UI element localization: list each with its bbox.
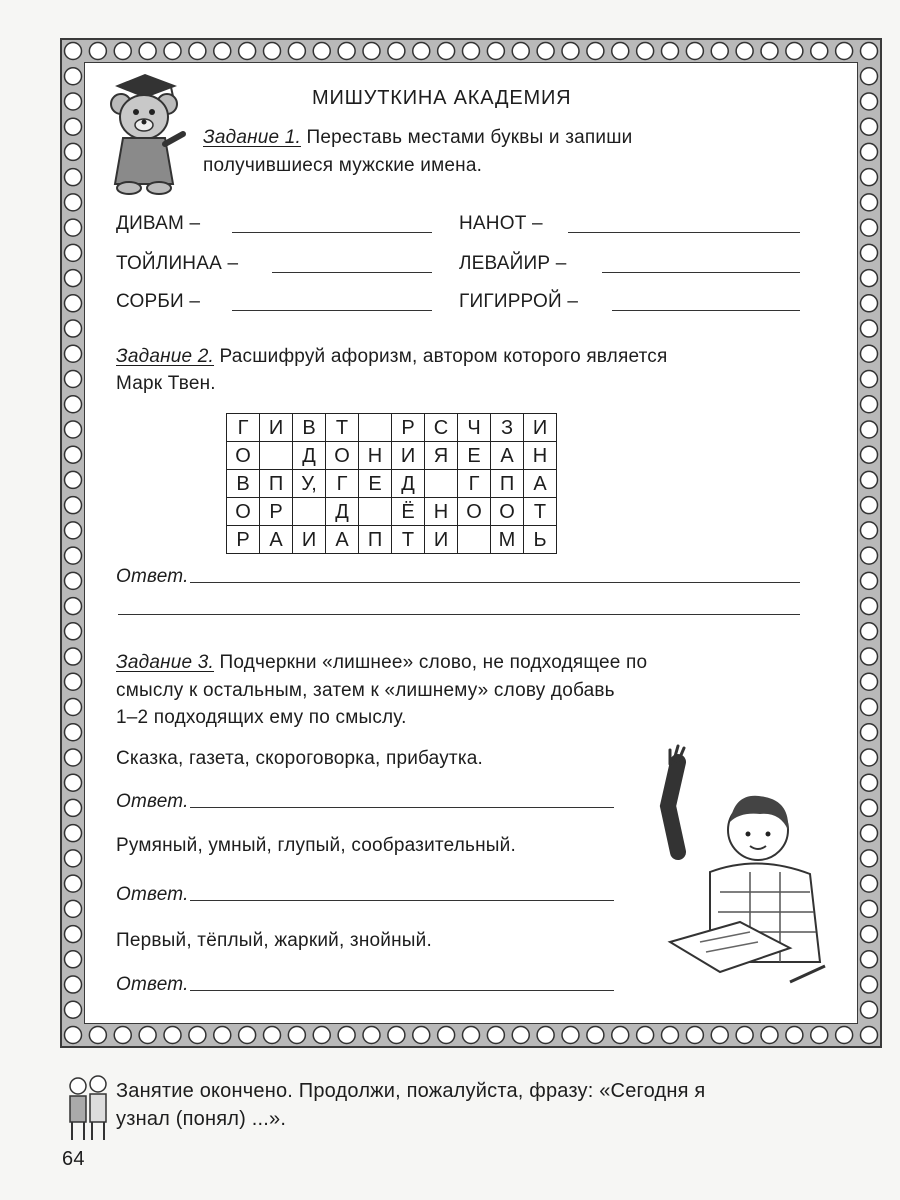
task3-heading: Задание 3. (116, 652, 215, 673)
frame-circle (811, 1027, 828, 1044)
frame-circle (164, 1027, 181, 1044)
frame-circle (214, 43, 231, 60)
task2-text-2: Марк Твен. (116, 373, 216, 394)
frame-circle (861, 471, 878, 488)
frame-circle (861, 724, 878, 741)
task1-text-1: Переставь местами буквы и запиши (306, 127, 633, 148)
frame-circle (836, 43, 853, 60)
frame-circle (438, 43, 455, 60)
frame-circle (861, 749, 878, 766)
grid-cell: И (524, 414, 557, 442)
grid-cell: Е (458, 442, 491, 470)
frame-circle (861, 522, 878, 539)
grid-cell: П (260, 470, 293, 498)
frame-circle (861, 396, 878, 413)
frame-circle (264, 43, 281, 60)
grid-cell (458, 526, 491, 554)
frame-circle (463, 43, 480, 60)
frame-circle (861, 825, 878, 842)
task3-answer-label-1: Ответ. (116, 791, 189, 812)
frame-circle (861, 900, 878, 917)
grid-row (227, 526, 557, 554)
grid-cell: Т (392, 526, 425, 554)
grid-cell (260, 442, 293, 470)
frame-circle (89, 43, 106, 60)
frame-circle (313, 43, 330, 60)
answer-line-toylinaa[interactable] (272, 272, 432, 273)
word-divam: ДИВАМ – (116, 213, 201, 234)
frame-circle (65, 421, 82, 438)
grid-cell: Р (227, 526, 260, 554)
task3-answer-line-2[interactable] (190, 900, 614, 901)
grid-cell: Т (524, 498, 557, 526)
answer-line-gigirroy[interactable] (612, 310, 800, 311)
frame-circle (338, 43, 355, 60)
frame-circle (487, 43, 504, 60)
grid-cell: Р (260, 498, 293, 526)
grid-cell: П (359, 526, 392, 554)
frame-circle (65, 825, 82, 842)
frame-circle (537, 43, 554, 60)
frame-circle (861, 219, 878, 236)
grid-cell: Р (392, 414, 425, 442)
task2-instruction (116, 346, 667, 368)
grid-row (227, 414, 557, 442)
bear-mascot-icon (95, 72, 195, 197)
frame-circle (214, 1027, 231, 1044)
grid-cell: О (326, 442, 359, 470)
frame-circle (65, 951, 82, 968)
frame-circle (861, 270, 878, 287)
answer-line-sorbi[interactable] (232, 310, 432, 311)
word-toylinaa: ТОЙЛИНАА – (116, 253, 239, 274)
grid-cell: Т (326, 414, 359, 442)
frame-circle (861, 371, 878, 388)
frame-circle (512, 43, 529, 60)
task2-heading: Задание 2. (116, 346, 215, 367)
frame-circle (686, 43, 703, 60)
frame-circle (388, 43, 405, 60)
page-number: 64 (62, 1148, 85, 1170)
frame-circle (65, 396, 82, 413)
frame-circle (65, 850, 82, 867)
grid-cell: В (227, 470, 260, 498)
frame-circle (313, 1027, 330, 1044)
grid-cell: О (458, 498, 491, 526)
grid-cell: О (491, 498, 524, 526)
frame-circle (65, 345, 82, 362)
grid-cell: Ё (392, 498, 425, 526)
footer-text-1: Занятие окончено. Продолжи, пожалуйста, фразу: «Сегодня я (116, 1080, 706, 1102)
answer-line-levayir[interactable] (602, 272, 800, 273)
task3-row-1: Сказка, газета, скороговорка, прибаутка. (116, 748, 484, 769)
grid-cell: А (326, 526, 359, 554)
frame-circle (65, 68, 82, 85)
frame-circle (861, 345, 878, 362)
task3-answer-line-3[interactable] (190, 990, 614, 991)
frame-circle (65, 749, 82, 766)
frame-circle (65, 572, 82, 589)
frame-circle (711, 43, 728, 60)
frame-circle (861, 43, 878, 60)
frame-circle (363, 1027, 380, 1044)
grid-row (227, 442, 557, 470)
grid-cell: У, (293, 470, 326, 498)
frame-circle (662, 1027, 679, 1044)
children-figures-icon (60, 1072, 116, 1144)
frame-circle (861, 1027, 878, 1044)
task3-instruction (116, 652, 647, 674)
frame-circle (861, 799, 878, 816)
task1-text-2: получившиеся мужские имена. (203, 155, 483, 176)
frame-circle (65, 699, 82, 716)
frame-circle (811, 43, 828, 60)
frame-circle (65, 547, 82, 564)
frame-circle (89, 1027, 106, 1044)
cipher-grid (226, 413, 557, 554)
grid-cell (359, 498, 392, 526)
frame-circle (65, 875, 82, 892)
frame-circle (861, 572, 878, 589)
grid-row (227, 470, 557, 498)
grid-cell: Ь (524, 526, 557, 554)
frame-circle (487, 1027, 504, 1044)
frame-circle (65, 270, 82, 287)
frame-circle (861, 497, 878, 514)
frame-circle (736, 43, 753, 60)
frame-circle (65, 648, 82, 665)
grid-cell: С (425, 414, 458, 442)
frame-circle (662, 43, 679, 60)
frame-circle (65, 673, 82, 690)
frame-circle (288, 43, 305, 60)
frame-circle (65, 194, 82, 211)
task3-answer-label-2: Ответ. (116, 884, 189, 905)
grid-cell: Н (524, 442, 557, 470)
grid-cell: И (260, 414, 293, 442)
frame-circle (139, 43, 156, 60)
frame-circle (65, 522, 82, 539)
frame-circle (65, 169, 82, 186)
grid-cell: О (227, 498, 260, 526)
frame-circle (786, 1027, 803, 1044)
task1-heading: Задание 1. (203, 127, 302, 148)
frame-circle (612, 1027, 629, 1044)
frame-circle (861, 976, 878, 993)
frame-circle (65, 320, 82, 337)
frame-circle (612, 43, 629, 60)
frame-circle (861, 118, 878, 135)
grid-cell: П (491, 470, 524, 498)
task2-answer-label: Ответ. (116, 566, 189, 587)
frame-circle (736, 1027, 753, 1044)
frame-circle (65, 799, 82, 816)
frame-circle (637, 43, 654, 60)
frame-circle (65, 497, 82, 514)
frame-circle (861, 926, 878, 943)
frame-circle (338, 1027, 355, 1044)
task3-text-1: Подчеркни «лишнее» слово, не подходящее по (219, 652, 648, 673)
grid-cell: А (524, 470, 557, 498)
frame-circle (264, 1027, 281, 1044)
grid-cell: Н (359, 442, 392, 470)
frame-circle (65, 724, 82, 741)
frame-circle (65, 295, 82, 312)
grid-cell: Ч (458, 414, 491, 442)
task2-answer-line-1[interactable] (190, 582, 800, 583)
grid-cell: Я (425, 442, 458, 470)
frame-circle (65, 244, 82, 261)
frame-circle (164, 43, 181, 60)
frame-circle (861, 547, 878, 564)
frame-circle (65, 371, 82, 388)
frame-circle (861, 648, 878, 665)
frame-circle (65, 43, 82, 60)
footer-text-2: узнал (понял) ...». (116, 1108, 287, 1130)
boy-reading-icon (640, 742, 840, 1000)
frame-circle (861, 244, 878, 261)
frame-circle (562, 43, 579, 60)
frame-circle (861, 320, 878, 337)
frame-circle (65, 143, 82, 160)
frame-circle (65, 623, 82, 640)
frame-circle (711, 1027, 728, 1044)
frame-circle (114, 43, 131, 60)
task3-row-3: Первый, тёплый, жаркий, знойный. (116, 930, 432, 951)
frame-circle (363, 43, 380, 60)
frame-circle (836, 1027, 853, 1044)
frame-circle (861, 774, 878, 791)
grid-cell: М (491, 526, 524, 554)
task2-text-1: Расшифруй афоризм, автором которого является (219, 346, 668, 367)
frame-circle (413, 1027, 430, 1044)
frame-circle (65, 926, 82, 943)
grid-cell: Д (326, 498, 359, 526)
grid-cell: Г (326, 470, 359, 498)
frame-circle (65, 446, 82, 463)
frame-circle (587, 43, 604, 60)
task3-answer-label-3: Ответ. (116, 974, 189, 995)
grid-cell: А (491, 442, 524, 470)
grid-cell: И (425, 526, 458, 554)
frame-circle (413, 43, 430, 60)
grid-cell: И (293, 526, 326, 554)
word-sorbi: СОРБИ – (116, 291, 201, 312)
task3-row-2: Румяный, умный, глупый, сообразительный. (116, 835, 516, 856)
frame-circle (65, 1027, 82, 1044)
frame-circle (686, 1027, 703, 1044)
frame-circle (288, 1027, 305, 1044)
frame-circle (65, 900, 82, 917)
frame-circle (65, 93, 82, 110)
frame-circle (65, 118, 82, 135)
frame-circle (587, 1027, 604, 1044)
grid-cell (293, 498, 326, 526)
frame-circle (388, 1027, 405, 1044)
grid-cell (359, 414, 392, 442)
word-gigirroy: ГИГИРРОЙ – (459, 291, 579, 312)
grid-cell: Н (425, 498, 458, 526)
grid-cell: Г (227, 414, 260, 442)
frame-circle (761, 1027, 778, 1044)
frame-circle (189, 1027, 206, 1044)
grid-cell: И (392, 442, 425, 470)
grid-cell: З (491, 414, 524, 442)
frame-circle (861, 194, 878, 211)
frame-circle (189, 43, 206, 60)
frame-circle (861, 295, 878, 312)
frame-circle (65, 976, 82, 993)
grid-cell: Е (359, 470, 392, 498)
frame-circle (861, 93, 878, 110)
frame-circle (861, 68, 878, 85)
frame-circle (861, 446, 878, 463)
frame-circle (861, 598, 878, 615)
grid-cell: Г (458, 470, 491, 498)
word-nanot: НАНОТ – (459, 213, 543, 234)
frame-circle (65, 1001, 82, 1018)
frame-circle (537, 1027, 554, 1044)
frame-circle (239, 43, 256, 60)
frame-circle (861, 850, 878, 867)
grid-cell: Д (293, 442, 326, 470)
task1-instruction (203, 127, 632, 149)
frame-circle (562, 1027, 579, 1044)
task3-answer-line-1[interactable] (190, 807, 614, 808)
page-title: МИШУТКИНА АКАДЕМИЯ (312, 87, 572, 109)
frame-circle (65, 774, 82, 791)
grid-row (227, 498, 557, 526)
word-levayir: ЛЕВАЙИР – (459, 253, 567, 274)
task2-answer-line-2[interactable] (118, 614, 800, 615)
frame-circle (512, 1027, 529, 1044)
grid-cell (425, 470, 458, 498)
frame-circle (861, 143, 878, 160)
frame-circle (861, 169, 878, 186)
answer-line-divam[interactable] (232, 232, 432, 233)
frame-circle (65, 219, 82, 236)
frame-circle (861, 623, 878, 640)
answer-line-nanot[interactable] (568, 232, 800, 233)
frame-circle (861, 951, 878, 968)
frame-circle (761, 43, 778, 60)
frame-circle (786, 43, 803, 60)
grid-cell: Д (392, 470, 425, 498)
frame-circle (463, 1027, 480, 1044)
grid-cell: О (227, 442, 260, 470)
frame-circle (239, 1027, 256, 1044)
frame-circle (861, 875, 878, 892)
task3-text-3: 1–2 подходящих ему по смыслу. (116, 707, 407, 728)
frame-circle (65, 471, 82, 488)
frame-circle (861, 1001, 878, 1018)
frame-circle (65, 598, 82, 615)
frame-circle (438, 1027, 455, 1044)
frame-circle (861, 673, 878, 690)
frame-circle (114, 1027, 131, 1044)
frame-circle (861, 699, 878, 716)
frame-circle (139, 1027, 156, 1044)
frame-circle (637, 1027, 654, 1044)
grid-cell: А (260, 526, 293, 554)
grid-cell: В (293, 414, 326, 442)
frame-circle (861, 421, 878, 438)
task3-text-2: смыслу к остальным, затем к «лишнему» слову добавь (116, 680, 615, 701)
